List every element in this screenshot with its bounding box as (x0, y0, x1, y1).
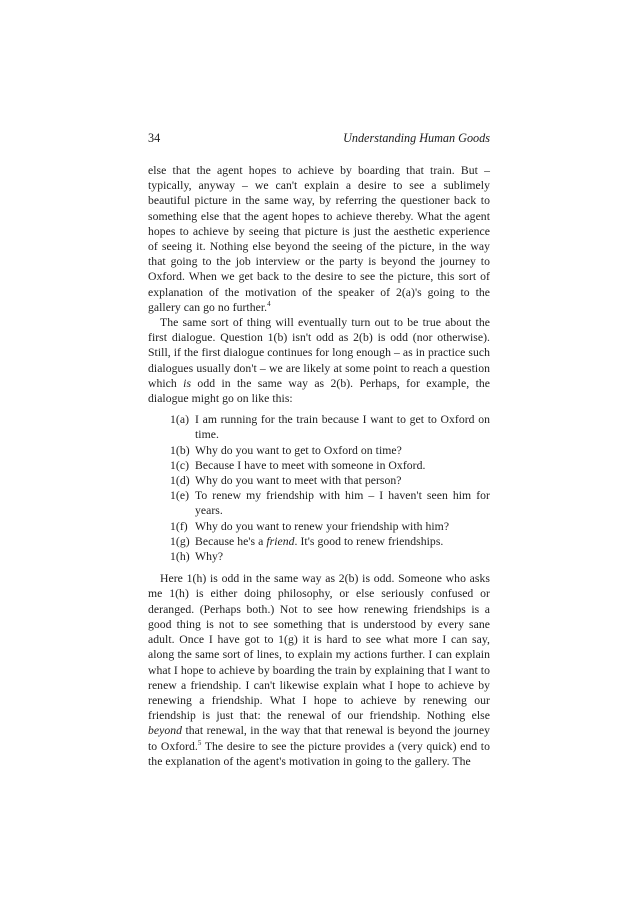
paragraph-3-text-a: Here 1(h) is odd in the same way as 2(b) is odd. Someone who asks me 1(h) is either doing philosophy, or else seriously confused or deranged. (Perhaps both.) Not to see how renewing friendships is a good thing is not to see something that is understood by every sane adult. Once I have got to 1(g) it is hard to see what more I can say, along the same sort of lines, to explain my actions further. I can explain what I hope to achieve by boarding the train by explaining that I want to renew a friendship. I can't likewise explain what I hope to achieve by renewing a friendship. What I hope to achieve by renewing our friendship is just that: the renewal of our friendship. Nothing else (148, 572, 490, 723)
dialogue-number: 1(b) (170, 443, 190, 457)
dialogue-number: 1(g) (170, 534, 190, 548)
dialogue-text: To renew my friendship with him – I haven't seen him for years. (195, 489, 490, 518)
book-page (148, 131, 490, 769)
dialogue-line (170, 443, 490, 458)
dialogue-text: Why? (195, 550, 224, 564)
footnote-ref-5: 5 (197, 738, 202, 747)
paragraph-1-text: else that the agent hopes to achieve by boarding that train. But – typically, anyway – we can't explain a desire to see a sublimely beautiful picture in the same way, by referring the questioner back to something else that the agent hopes to achieve thereby. What the agent hopes to achieve by seeing that picture is just the aesthetic experience of seeing it. Nothing else beyond the seeing of the picture, in the way that going to the job interview or the party is beyond the journey to Oxford. When we get back to the desire to see the picture, this sort of explanation of the motivation of the speaker of 2(a)'s going to the gallery can go no further. (148, 164, 490, 314)
paragraph-2-emphasis: is (183, 376, 192, 390)
running-title: Understanding Human Goods (343, 131, 490, 145)
dialogue-list (148, 412, 490, 564)
dialogue-text: Why do you want to renew your friendship with him? (195, 519, 450, 533)
page-number: 34 (148, 131, 161, 145)
dialogue-line (170, 458, 490, 473)
dialogue-number: 1(a) (170, 413, 190, 427)
paragraph-3-emphasis: beyond (148, 724, 183, 738)
dialogue-text: Why do you want to meet with that person? (195, 474, 402, 488)
dialogue-line (170, 473, 490, 488)
dialogue-text: I am running for the train because I want to get to Oxford on time. (195, 413, 490, 442)
dialogue-number: 1(h) (170, 550, 190, 564)
dialogue-line (170, 534, 490, 549)
dialogue-number: 1(c) (170, 458, 190, 472)
paragraph-3-text-b: that renewal, in the way that that renewal is beyond the journey to Oxford. (148, 724, 490, 753)
dialogue-line (170, 549, 490, 564)
dialogue-text-a: Because he's a (195, 534, 267, 548)
paragraph-2-text-a: The same sort of thing will eventually turn out to be true about the first dialogue. Question 1(b) isn't odd as 2(b) is odd (nor otherwise). Still, if the first dialogue continues for long enough – as in practice such dialogues usually don't – we are likely at some point to reach a question which (148, 316, 490, 390)
paragraph-2-text-b: odd in the same way as 2(b). Perhaps, for example, the dialogue might go on like this: (148, 376, 490, 406)
body-text (148, 163, 490, 769)
paragraph-1 (148, 163, 490, 315)
running-head (148, 131, 490, 146)
dialogue-emphasis: friend (266, 534, 295, 548)
dialogue-line (170, 488, 490, 518)
dialogue-text (195, 534, 490, 549)
dialogue-line (170, 519, 490, 534)
dialogue-text: Because I have to meet with someone in Oxford. (195, 458, 426, 472)
dialogue-text-b: . It's good to renew friendships. (294, 534, 444, 548)
paragraph-3-text-c: The desire to see the picture provides a (very quick) end to the explanation of the agent's motivation in going to the gallery. The (148, 739, 490, 768)
dialogue-line (170, 412, 490, 442)
paragraph-3 (148, 571, 490, 769)
paragraph-2 (148, 315, 490, 406)
dialogue-text: Why do you want to get to Oxford on time? (195, 443, 402, 457)
dialogue-number: 1(d) (170, 474, 190, 488)
footnote-ref-4: 4 (267, 299, 271, 308)
dialogue-number: 1(e) (170, 489, 190, 503)
dialogue-number: 1(f) (170, 519, 188, 533)
